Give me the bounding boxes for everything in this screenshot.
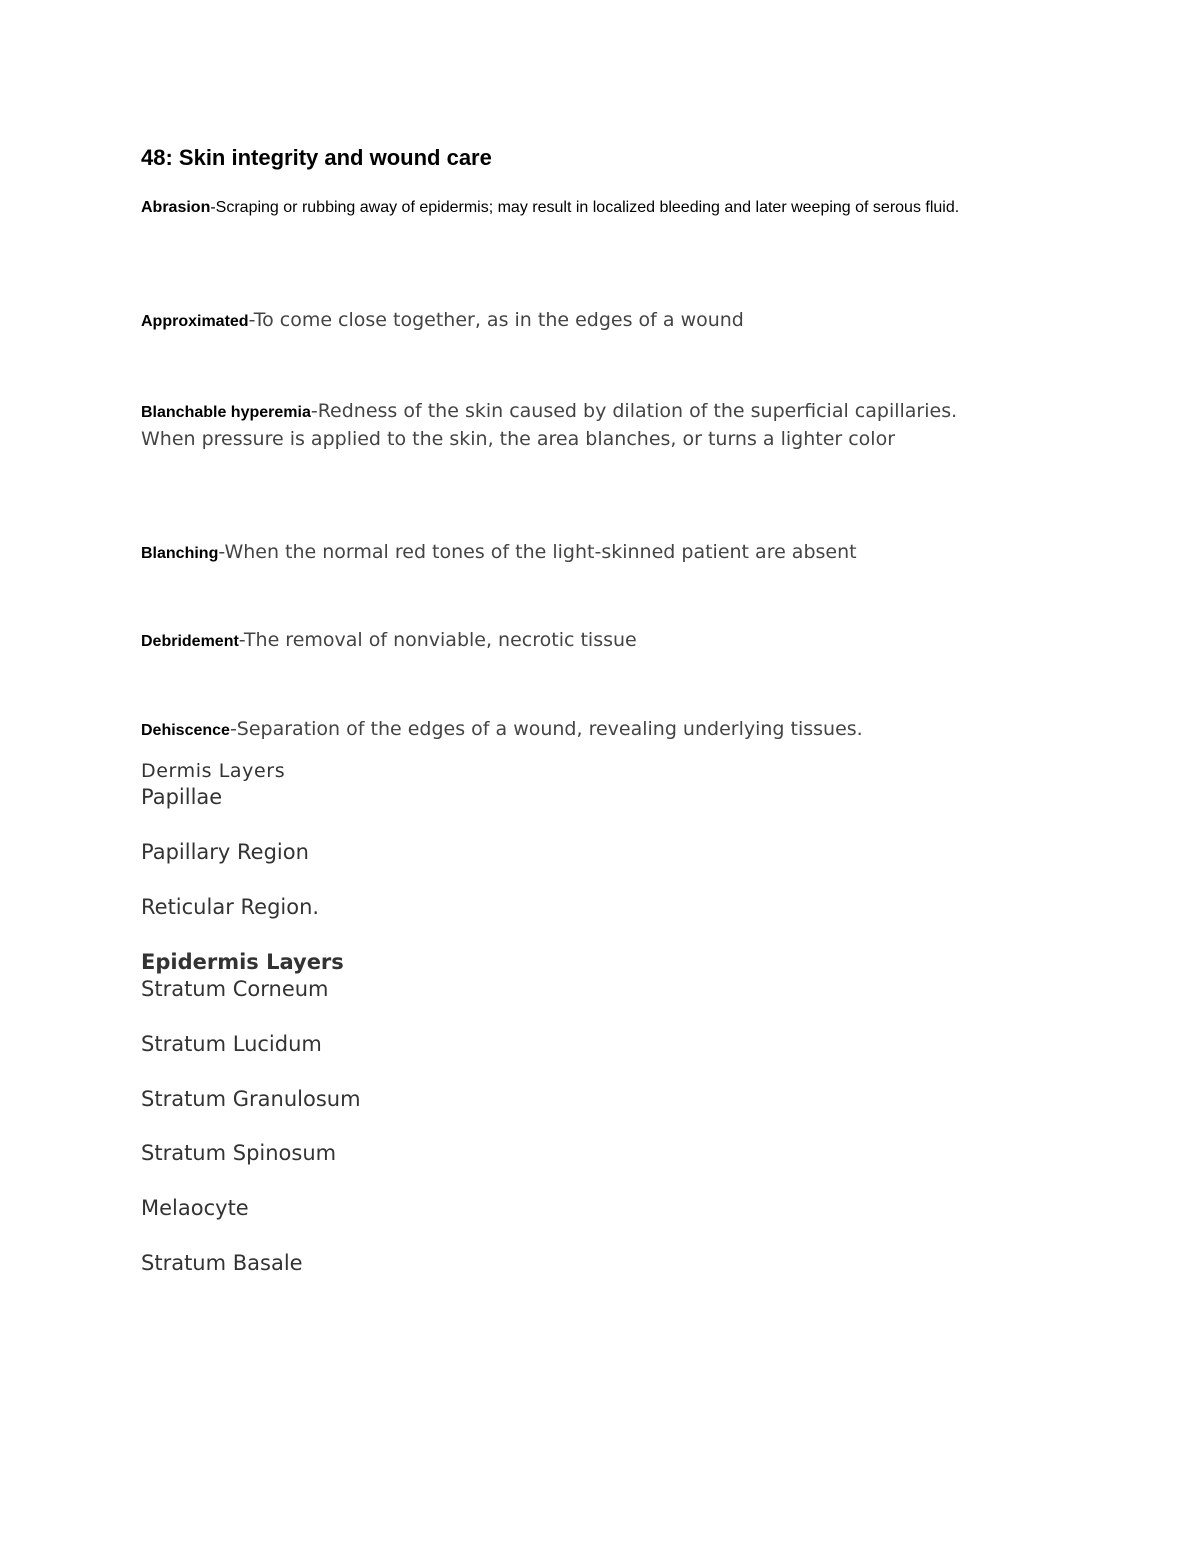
term-separator: -: [238, 629, 244, 651]
term-separator: -: [310, 400, 318, 422]
page-title: 48: Skin integrity and wound care: [141, 145, 492, 170]
term-debridement: Debridement: [141, 633, 239, 650]
epidermis-item-stratum-basale: Stratum Basale: [141, 1251, 303, 1275]
term-separator: -: [229, 718, 237, 740]
epidermis-item-stratum-spinosum: Stratum Spinosum: [141, 1141, 337, 1165]
definition-blanching: [141, 541, 857, 563]
term-separator: -: [218, 541, 225, 563]
epidermis-item-stratum-lucidum: Stratum Lucidum: [141, 1032, 322, 1056]
definition-text: To come close together, as in the edges of a wound: [253, 309, 744, 331]
definition-approximated: [141, 309, 744, 331]
term-approximated: Approximated: [141, 313, 249, 330]
term-separator: -: [210, 199, 216, 216]
definition-text: When the normal red tones of the light-skinned patient are absent: [224, 541, 857, 563]
dermis-item-papillary-region: Papillary Region: [141, 840, 309, 864]
term-blanching: Blanching: [141, 545, 219, 562]
definition-debridement: [141, 629, 637, 651]
term-dehiscence: Dehiscence: [141, 722, 230, 739]
definition-text: Redness of the skin caused by dilation of the superficial capillaries. When pressure is applied to the skin, the area blanches, or turns a lighter color: [141, 400, 958, 450]
definition-dehiscence: [141, 718, 863, 740]
dermis-heading: Dermis Layers: [141, 760, 286, 782]
dermis-item-papillae: Papillae: [141, 785, 223, 809]
epidermis-item-stratum-granulosum: Stratum Granulosum: [141, 1087, 361, 1111]
definition-blanchable-hyperemia: [141, 398, 1001, 454]
epidermis-heading: Epidermis Layers: [141, 950, 344, 974]
definition-abrasion: [141, 194, 1041, 222]
definition-text: Scraping or rubbing away of epidermis; may result in localized bleeding and later weeping of serous fluid.: [215, 199, 960, 216]
term-abrasion: Abrasion: [141, 199, 211, 216]
epidermis-item-stratum-corneum: Stratum Corneum: [141, 977, 329, 1001]
dermis-item-reticular-region: Reticular Region.: [141, 895, 320, 919]
term-separator: -: [248, 309, 254, 331]
definition-text: Separation of the edges of a wound, revealing underlying tissues.: [236, 718, 863, 740]
term-blanchable-hyperemia: Blanchable hyperemia: [141, 404, 311, 421]
definition-text: The removal of nonviable, necrotic tissue: [243, 629, 637, 651]
epidermis-item-melaocyte: Melaocyte: [141, 1196, 249, 1220]
